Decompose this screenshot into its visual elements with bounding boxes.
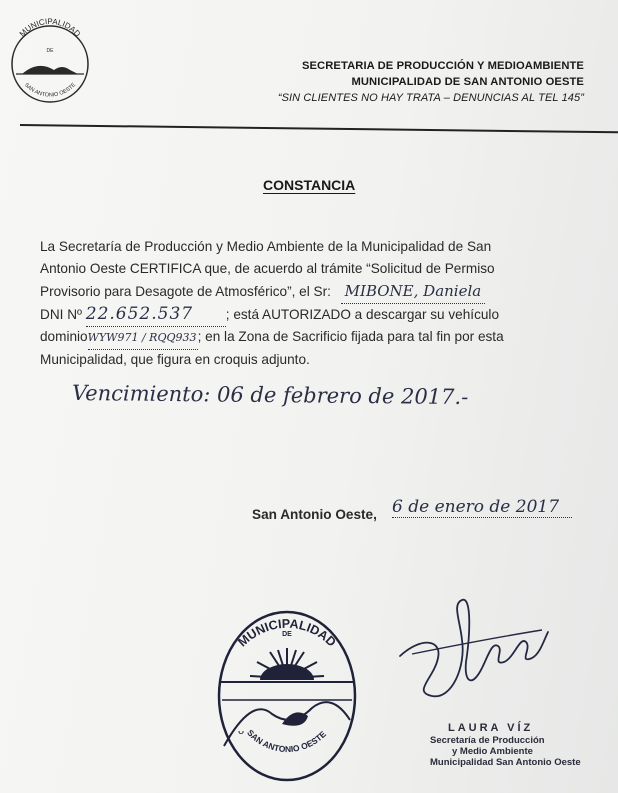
- handwritten-name: MIBONE, Daniela: [341, 281, 486, 304]
- seal-bottom-text: SAN ANTONIO OESTE: [245, 727, 328, 755]
- signatory-role-2: y Medio Ambiente: [452, 746, 533, 757]
- body-line-4: [40, 304, 580, 327]
- handwritten-dominio: WYW971 / RQQ933: [88, 327, 198, 350]
- after-dni-text: ; está AUTORIZADO a descargar su vehículo: [225, 307, 500, 322]
- municipality-logo: [8, 12, 92, 112]
- logo-top-text: MUNICIPALIDAD: [17, 16, 83, 39]
- dni-label: DNI Nº: [40, 307, 82, 322]
- signatory-org: Municipalidad San Antonio Oeste: [430, 757, 581, 768]
- handwritten-signature: [392, 596, 552, 706]
- svg-text:SAN ANTONIO OESTE: [245, 728, 328, 755]
- after-dominio-text: ; en la Zona de Sacrificio fijada para tal fin por esta: [197, 329, 504, 344]
- handwritten-dni: 22.652.537: [86, 304, 226, 327]
- svg-text:MUNICIPALIDAD: [18, 17, 83, 39]
- signatory-name: LAURA VÍZ: [448, 722, 534, 734]
- body-line-5: [40, 326, 580, 350]
- body-line-2: Antonio Oeste CERTIFICA que, de acuerdo al trámite “Solicitud de Permiso: [40, 261, 495, 276]
- logo-mid-text: DE: [46, 48, 54, 54]
- handwritten-vencimiento: Vencimiento: 06 de febrero de 2017.-: [71, 380, 469, 410]
- header-secretaria: SECRETARIA DE PRODUCCIÓN Y MEDIOAMBIENTE: [301, 60, 584, 72]
- seal-mid-text: DE: [282, 631, 292, 638]
- handwritten-date: 6 de enero de 2017: [392, 497, 572, 518]
- logo-bottom-text: SAN ANTONIO OESTE: [22, 82, 78, 99]
- place-label: San Antonio Oeste,: [252, 507, 377, 522]
- official-seal: [212, 596, 362, 792]
- svg-text:ᴗ: ᴗ: [238, 725, 245, 737]
- dominio-label: dominio: [40, 329, 88, 344]
- body-line-1: La Secretaría de Producción y Medio Ambiente de la Municipalidad de San: [40, 239, 492, 254]
- seal-top-text: MUNICIPALIDAD: [235, 616, 339, 650]
- signatory-role-1: Secretaría de Producción: [430, 735, 545, 746]
- document-title: CONSTANCIA: [263, 177, 356, 193]
- header-divider: [20, 124, 618, 133]
- body-line-3-text: Provisorio para Desagote de Atmosférico”, el Sr:: [40, 284, 331, 299]
- body-line-6: Municipalidad, que figura en croquis adjunto.: [40, 352, 310, 367]
- body-line-3: [40, 281, 580, 304]
- header-slogan: “SIN CLIENTES NO HAY TRATA – DENUNCIAS AL TEL 145”: [277, 92, 584, 104]
- header-municipalidad: MUNICIPALIDAD DE SAN ANTONIO OESTE: [351, 76, 584, 88]
